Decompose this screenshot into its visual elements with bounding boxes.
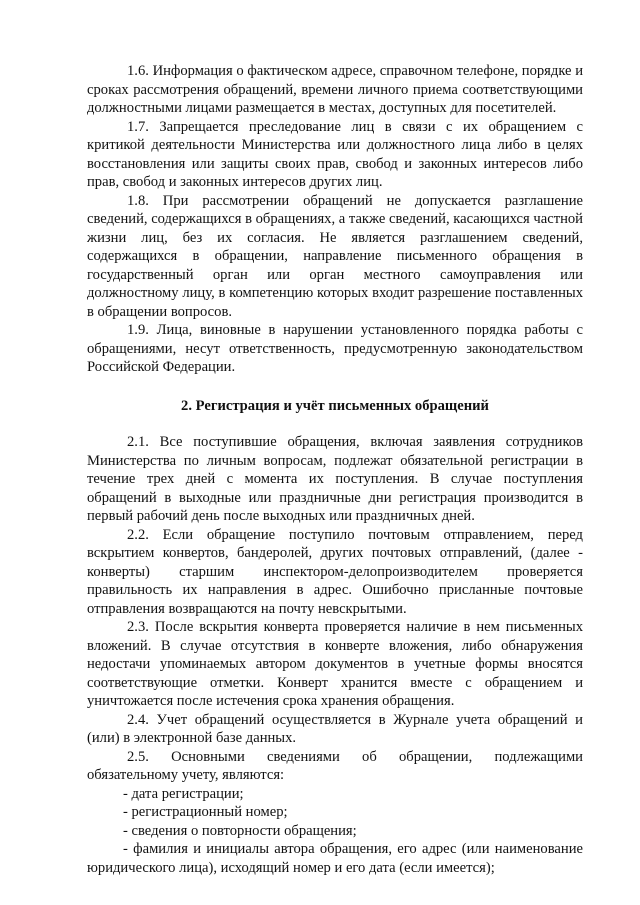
section-1-body xyxy=(87,62,583,377)
paragraph-2-3: 2.3. После вскрытия конверта проверяется наличие в нем письменных вложений. В случае отсутствия в конверте вложения, либо обнаружения недостачи упоминаемых автором документов в учетные формы вносятся соответствующие отметки. Конверт хранится вместе с обращением и уничтожается после истечения срока хранения обращения. xyxy=(87,619,583,709)
list-item-registration-number: - регистрационный номер; xyxy=(123,804,288,820)
list-item-repeat-info: - сведения о повторности обращения; xyxy=(123,822,357,839)
section-2-heading: 2. Регистрация и учёт письменных обращений xyxy=(181,398,489,414)
section-2-body xyxy=(87,433,583,877)
paragraph-1-7: 1.7. Запрещается преследование лиц в связи с их обращением с критикой деятельности Министерства или должностного лица либо в целях восстановления или защиты своих прав, свобод и законных интересов либо прав, свобод и законных интересов других лиц. xyxy=(87,118,583,190)
paragraph-2-2: 2.2. Если обращение поступило почтовым отправлением, перед вскрытием конвертов, бандеролей, других почтовых отправлений, (далее - конверты) старшим инспектором-делопроизводителем проверяется правильность их направления в адрес. Ошибочно присланные почтовые отправления возвращаются на почту невскрытыми. xyxy=(87,526,583,617)
paragraph-1-8: 1.8. При рассмотрении обращений не допускается разглашение сведений, содержащихся в обращениях, а также сведений, касающихся частной жизни лиц, без их согласия. Не является разглашением сведений, содержащихся в обращении, направление письменного обращения в государственный орган или орган местного самоуправления или должностному лицу, в компетенцию которых входит разрешение поставленных в обращении вопросов. xyxy=(87,192,583,320)
paragraph-1-6: 1.6. Информация о фактическом адресе, справочном телефоне, порядке и сроках рассмотрения обращений, времени личного приема соответствующими должностными лицами размещается в местах, доступных для посетителей. xyxy=(87,63,583,116)
paragraph-2-4: 2.4. Учет обращений осуществляется в Журнале учета обращений и (или) в электронной базе данных. xyxy=(87,711,583,746)
paragraph-2-5: 2.5. Основными сведениями об обращении, подлежащими обязательному учету, являются: xyxy=(87,748,583,783)
list-item-author-details: - фамилия и инициалы автора обращения, его адрес (или наименование юридического лица), исходящий номер и его дата (если имеется); xyxy=(87,841,583,876)
paragraph-1-9: 1.9. Лица, виновные в нарушении установленного порядка работы с обращениями, несут ответственность, предусмотренную законодательством Российской Федерации. xyxy=(87,322,583,375)
paragraph-2-1: 2.1. Все поступившие обращения, включая заявления сотрудников Министерства по личным вопросам, подлежат обязательной регистрации в течение трех дней с момента их поступления. В случае поступления обращений в выходные или праздничные дни регистрация производится в первый рабочий день после выходных или праздничных дней. xyxy=(87,434,583,524)
list-item-registration-date: - дата регистрации; xyxy=(123,785,244,802)
